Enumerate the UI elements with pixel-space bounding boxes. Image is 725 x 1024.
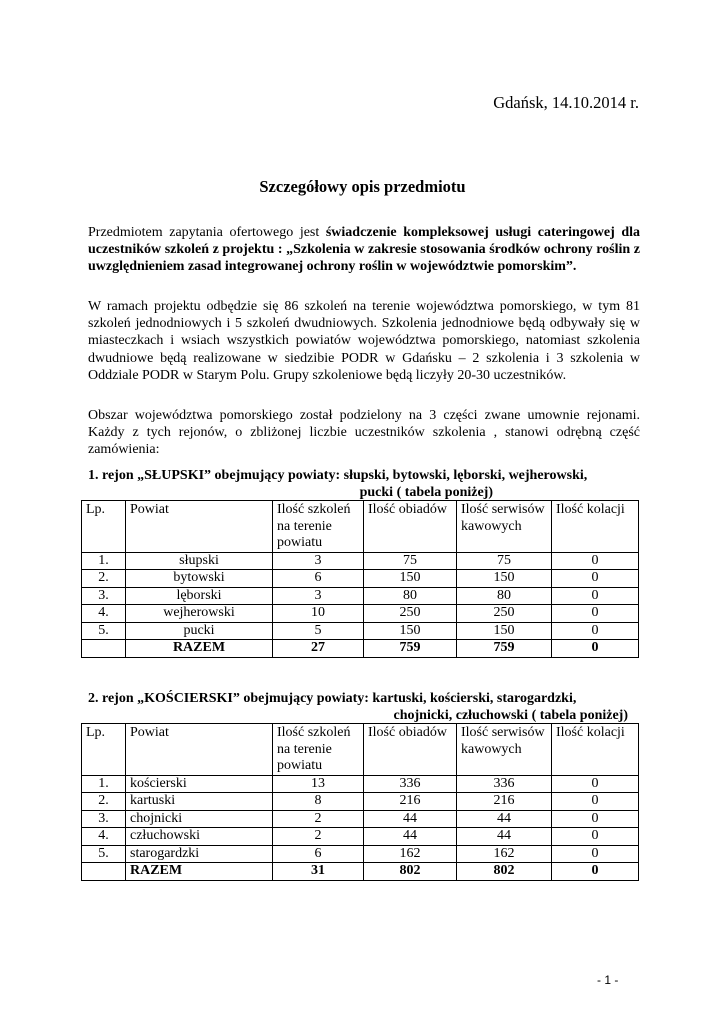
cell-szkolen: 13 [273,775,364,793]
table-header-row [82,501,639,553]
cell-kolacji: 0 [552,640,639,658]
cell-obiadow: 336 [364,775,457,793]
table-row [82,793,639,811]
cell-szkolen: 3 [273,587,364,605]
cell-powiat: bytowski [126,570,273,588]
cell-serwisow: 336 [457,775,552,793]
cell-szkolen: 2 [273,810,364,828]
cell-serwisow: 44 [457,810,552,828]
cell-serwisow: 216 [457,793,552,811]
cell-obiadow: 75 [364,552,457,570]
cell-serwisow: 802 [457,863,552,881]
table-row [82,810,639,828]
cell-lp: 4. [82,605,126,623]
cell-lp: 5. [82,622,126,640]
cell-total-label: RAZEM [126,640,273,658]
table-row [82,552,639,570]
cell-serwisow: 150 [457,570,552,588]
col-szkolen: Ilość szkoleń na terenie powiatu [273,724,364,776]
cell-lp: 4. [82,828,126,846]
cell-powiat: słupski [126,552,273,570]
table-row [82,845,639,863]
col-powiat: Powiat [126,724,273,776]
rejon-1-heading-line2: pucki ( tabela poniżej) [359,485,493,500]
intro-bold-text: świadczenie kompleksowej usługi cateringowej dla uczestników szkoleń z projektu : „Szkolenia w zakresie stosowania środków ochrony roślin z uwzględnieniem zasad integrowanej ochrony roślin w województwie pomorskim”. [88,225,640,275]
cell-serwisow: 759 [457,640,552,658]
rejon-1-heading [88,467,640,501]
cell-lp: 1. [82,552,126,570]
cell-powiat: kartuski [126,793,273,811]
cell-szkolen: 3 [273,552,364,570]
table-row [82,570,639,588]
cell-obiadow: 44 [364,810,457,828]
col-obiadow: Ilość obiadów [364,724,457,776]
intro-paragraph [88,224,640,276]
cell-serwisow: 162 [457,845,552,863]
table-row [82,775,639,793]
cell-obiadow: 80 [364,587,457,605]
cell-szkolen: 6 [273,845,364,863]
cell-obiadow: 150 [364,570,457,588]
cell-serwisow: 44 [457,828,552,846]
col-lp: Lp. [82,501,126,553]
cell-kolacji: 0 [552,828,639,846]
col-serwisow: Ilość serwisów kawowych [457,724,552,776]
cell-kolacji: 0 [552,793,639,811]
regions-paragraph: Obszar województwa pomorskiego został podzielony na 3 części zwane umownie rejonami. Każdy z tych rejonów, o zbliżonej liczbie uczestników szkolenia , stanowi odrębną część zamówienia: [88,408,640,458]
cell-kolacji: 0 [552,570,639,588]
cell-obiadow: 802 [364,863,457,881]
cell-szkolen: 6 [273,570,364,588]
cell-obiadow: 216 [364,793,457,811]
cell-kolacji: 0 [552,845,639,863]
cell-obiadow: 150 [364,622,457,640]
cell-powiat: chojnicki [126,810,273,828]
cell-szkolen: 8 [273,793,364,811]
rejon-2-table [81,723,639,881]
intro-text: Przedmiotem zapytania ofertowego jest [88,225,326,240]
table-row [82,828,639,846]
cell-serwisow: 150 [457,622,552,640]
place-date: Gdańsk, 14.10.2014 r. [493,93,639,112]
cell-lp: 3. [82,587,126,605]
cell-powiat: pucki [126,622,273,640]
cell-powiat: człuchowski [126,828,273,846]
page-number: - 1 - [597,973,619,987]
cell-obiadow: 162 [364,845,457,863]
cell-serwisow: 80 [457,587,552,605]
cell-lp: 5. [82,845,126,863]
cell-kolacji: 0 [552,863,639,881]
cell-kolacji: 0 [552,622,639,640]
cell-lp [82,640,126,658]
cell-lp: 2. [82,793,126,811]
cell-powiat: starogardzki [126,845,273,863]
cell-kolacji: 0 [552,605,639,623]
col-lp: Lp. [82,724,126,776]
cell-szkolen: 31 [273,863,364,881]
table-total-row [82,863,639,881]
rejon-2-heading-line2: chojnicki, człuchowski ( tabela poniżej) [393,708,628,723]
cell-lp: 1. [82,775,126,793]
cell-powiat: kościerski [126,775,273,793]
cell-lp [82,863,126,881]
cell-szkolen: 5 [273,622,364,640]
table-total-row [82,640,639,658]
col-obiadow: Ilość obiadów [364,501,457,553]
rejon-1-heading-line1: 1. rejon „SŁUPSKI” obejmujący powiaty: słupski, bytowski, lęborski, wejherowski, [88,468,588,483]
col-powiat: Powiat [126,501,273,553]
rejon-1-table [81,500,639,658]
cell-powiat: lęborski [126,587,273,605]
col-kolacji: Ilość kolacji [552,724,639,776]
cell-powiat: wejherowski [126,605,273,623]
project-paragraph: W ramach projektu odbędzie się 86 szkoleń na terenie województwa pomorskiego, w tym 81 szkoleń jednodniowych i 5 szkoleń dwudniowych. Szkolenia jednodniowe będą odbywały się w miasteczkach i wsiach wszystkich powiatów województwa pomorskiego, natomiast szkolenia dwudniowe będą realizowane w siedzibie PODR w Gdańsku – 2 szkolenia i 3 szkolenia w Oddziale PODR w Starym Polu. Grupy szkoleniowe będą liczyły 20-30 uczestników. [88,299,640,383]
cell-kolacji: 0 [552,775,639,793]
table-row [82,622,639,640]
table-row [82,587,639,605]
cell-obiadow: 44 [364,828,457,846]
cell-szkolen: 2 [273,828,364,846]
rejon-2-heading-line1: 2. rejon „KOŚCIERSKI” obejmujący powiaty: kartuski, kościerski, starogardzki, [88,691,577,706]
cell-kolacji: 0 [552,587,639,605]
cell-obiadow: 759 [364,640,457,658]
cell-serwisow: 75 [457,552,552,570]
cell-lp: 3. [82,810,126,828]
col-serwisow: Ilość serwisów kawowych [457,501,552,553]
cell-lp: 2. [82,570,126,588]
cell-kolacji: 0 [552,552,639,570]
col-kolacji: Ilość kolacji [552,501,639,553]
cell-obiadow: 250 [364,605,457,623]
table-header-row [82,724,639,776]
cell-serwisow: 250 [457,605,552,623]
cell-szkolen: 10 [273,605,364,623]
table-row [82,605,639,623]
document-title: Szczegółowy opis przedmiotu [259,177,466,196]
rejon-2-heading [88,690,640,724]
col-szkolen: Ilość szkoleń na terenie powiatu [273,501,364,553]
cell-szkolen: 27 [273,640,364,658]
cell-kolacji: 0 [552,810,639,828]
cell-total-label: RAZEM [126,863,273,881]
